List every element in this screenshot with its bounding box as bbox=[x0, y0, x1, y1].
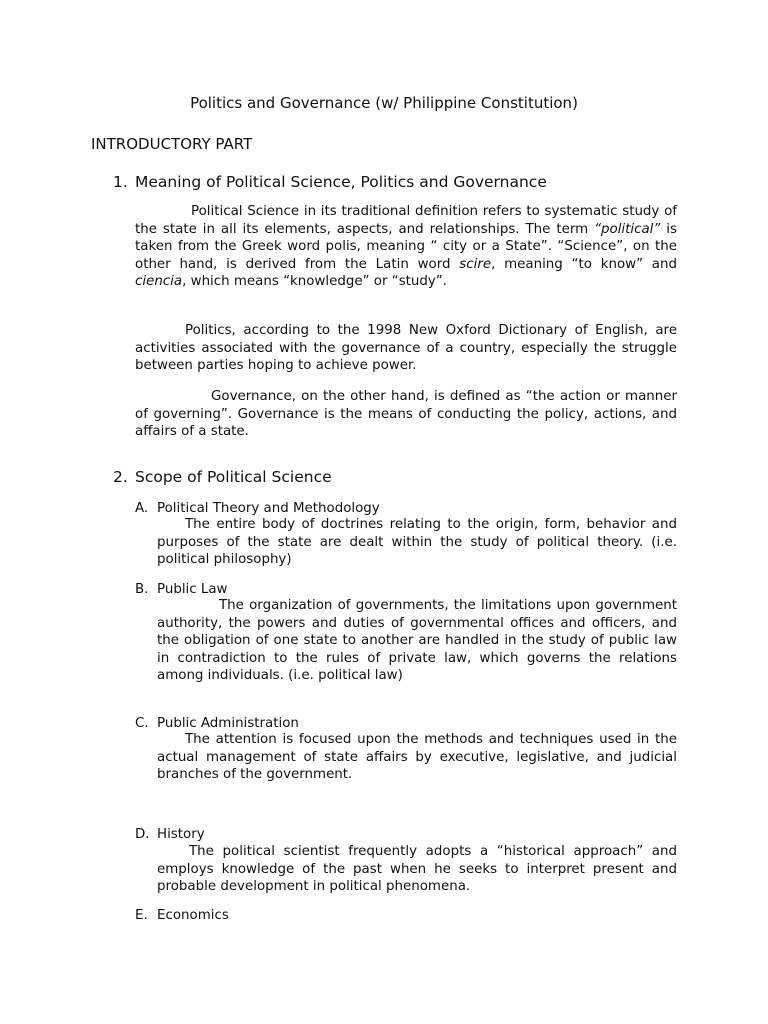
politics-definition-paragraph bbox=[135, 322, 677, 375]
section-1-number: 1. bbox=[113, 173, 128, 191]
section-1-title: Meaning of Political Science, Politics and Governance bbox=[135, 173, 547, 191]
list-letter: B. bbox=[135, 582, 149, 597]
paragraph-text: The entire body of doctrines relating to the origin, form, behavior and purposes of the state are dealt within the study of political theory. (i.e. political philosophy) bbox=[157, 517, 677, 568]
list-item-title: Economics bbox=[157, 908, 229, 923]
paragraph-text: The attention is focused upon the methods and techniques used in the actual management of state affairs by executive, legislative, and judicial branches of the government. bbox=[157, 732, 677, 783]
scope-item-d-body bbox=[157, 843, 677, 896]
intro-heading: INTRODUCTORY PART bbox=[91, 135, 253, 153]
scope-item-a-body bbox=[157, 516, 677, 569]
document-title: Politics and Governance (w/ Philippine Constitution) bbox=[190, 94, 578, 112]
paragraph-text: Politics, according to the 1998 New Oxford Dictionary of English, are activities associated with the governance of a country, especially the struggle between parties hoping to achieve power. bbox=[135, 323, 677, 374]
governance-definition-paragraph bbox=[135, 388, 677, 441]
paragraph-text: The political scientist frequently adopts a “historical approach” and employs knowledge of the past when he seeks to interpret present and probable development in political phenomena. bbox=[157, 844, 677, 895]
list-letter: C. bbox=[135, 716, 149, 731]
italic-term-scire: scire bbox=[459, 256, 492, 272]
scope-item-a-title bbox=[135, 500, 380, 518]
paragraph-text: , meaning “to know” and bbox=[491, 256, 677, 272]
scope-item-c-title bbox=[135, 715, 299, 733]
italic-term-political: “political” bbox=[594, 221, 661, 237]
list-item-title: Public Law bbox=[157, 582, 228, 597]
paragraph-text: is taken from the Greek word polis, meaning “ city or a State”. “Science”, on the other hand, is derived from the Latin word bbox=[135, 221, 677, 272]
section-2-title: Scope of Political Science bbox=[135, 468, 332, 486]
list-letter: A. bbox=[135, 501, 149, 516]
scope-item-b-body bbox=[157, 597, 677, 685]
list-item-title: Political Theory and Methodology bbox=[157, 501, 380, 516]
paragraph-text: Political Science in its traditional definition refers to systematic study of the state in all its elements, aspects, and relationships. The term bbox=[135, 204, 677, 237]
scope-item-c-body bbox=[157, 731, 677, 784]
section-2-heading bbox=[113, 467, 332, 487]
list-item-title: History bbox=[157, 827, 205, 842]
paragraph-text: , which means “knowledge” or “study”. bbox=[182, 274, 448, 290]
scope-item-d-title bbox=[135, 826, 205, 844]
political-science-definition-paragraph bbox=[135, 203, 677, 291]
list-item-title: Public Administration bbox=[157, 716, 299, 731]
scope-item-b-title bbox=[135, 581, 228, 599]
paragraph-text: Governance, on the other hand, is defined as “the action or manner of governing”. Governance is the means of conducting the policy, actions, and affairs of a state. bbox=[135, 389, 677, 440]
section-1-heading bbox=[113, 172, 547, 192]
section-2-number: 2. bbox=[113, 468, 128, 486]
italic-term-ciencia: ciencia bbox=[135, 274, 183, 290]
list-letter: E. bbox=[135, 908, 148, 923]
paragraph-text: The organization of governments, the limitations upon government authority, the powers and duties of governmental offices and officers, and the obligation of one state to another are handled in the study of public law in contradiction to the rules of private law, which governs the relations among individuals. (i.e. political law) bbox=[157, 598, 677, 684]
list-letter: D. bbox=[135, 827, 150, 842]
scope-item-e-title bbox=[135, 907, 229, 925]
